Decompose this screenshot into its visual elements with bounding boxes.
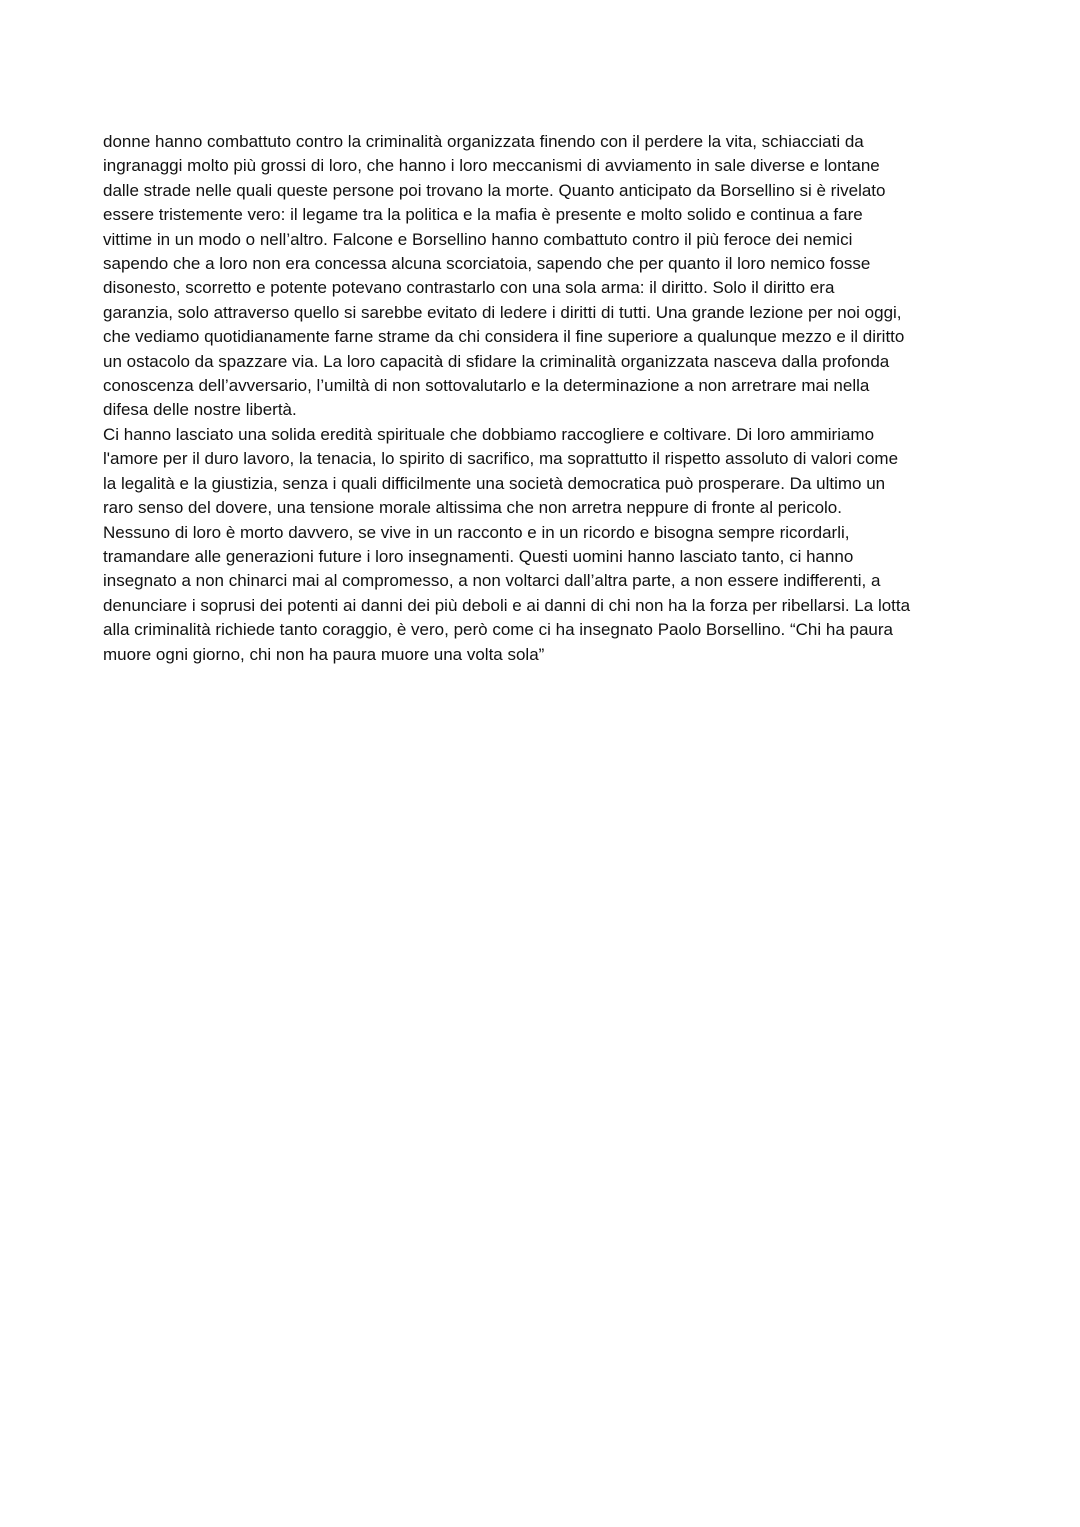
text-line: conoscenza dell’avversario, l’umiltà di non sottovalutarlo e la determinazione a non arretrare mai nella xyxy=(103,376,870,396)
text-line: disonesto, scorretto e potente potevano contrastarlo con una sola arma: il diritto. Solo il diritto era xyxy=(103,278,835,298)
text-line: difesa delle nostre libertà. xyxy=(103,400,297,420)
text-line: Nessuno di loro è morto davvero, se vive in un racconto e in un ricordo e bisogna sempre ricordarli, xyxy=(103,522,850,542)
text-line: sapendo che a loro non era concessa alcuna scorciatoia, sapendo che per quanto il loro nemico fosse xyxy=(103,254,871,274)
text-line: ingranaggi molto più grossi di loro, che hanno i loro meccanismi di avviamento in sale diverse e lontane xyxy=(103,156,880,176)
text-line: alla criminalità richiede tanto coraggio, è vero, però come ci ha insegnato Paolo Borsellino. “Chi ha paura xyxy=(103,620,893,640)
text-line: la legalità e la giustizia, senza i quali difficilmente una società democratica può prosperare. Da ultimo un xyxy=(103,473,886,493)
text-line: raro senso del dovere, una tensione morale altissima che non arretra neppure di fronte al pericolo. xyxy=(103,498,842,518)
text-line: un ostacolo da spazzare via. La loro capacità di sfidare la criminalità organizzata nasceva dalla profonda xyxy=(103,351,890,371)
text-line: Ci hanno lasciato una solida eredità spirituale che dobbiamo raccogliere e coltivare. Di loro ammiriamo xyxy=(103,424,875,444)
text-line: dalle strade nelle quali queste persone poi trovano la morte. Quanto anticipato da Borsellino si è rivelato xyxy=(103,180,886,200)
text-line: essere tristemente vero: il legame tra la politica e la mafia è presente e molto solido e continua a fare xyxy=(103,205,863,225)
document-text xyxy=(103,130,993,667)
text-line: garanzia, solo attraverso quello si sarebbe evitato di ledere i diritti di tutti. Una grande lezione per noi oggi, xyxy=(103,302,902,322)
text-line: l'amore per il duro lavoro, la tenacia, lo spirito di sacrifico, ma soprattutto il rispetto assoluto di valori come xyxy=(103,449,899,469)
text-line: vittime in un modo o nell’altro. Falcone e Borsellino hanno combattuto contro il più feroce dei nemici xyxy=(103,229,853,249)
text-line: che vediamo quotidianamente farne strame da chi considera il fine superiore a qualunque mezzo e il diritto xyxy=(103,327,905,347)
text-line: donne hanno combattuto contro la criminalità organizzata finendo con il perdere la vita, schiacciati da xyxy=(103,132,864,151)
text-line: denunciare i soprusi dei potenti ai danni dei più deboli e ai danni di chi non ha la forza per ribellarsi. La lotta xyxy=(103,595,911,615)
text-line: muore ogni giorno, chi non ha paura muore una volta sola” xyxy=(103,644,545,664)
text-line: tramandare alle generazioni future i loro insegnamenti. Questi uomini hanno lasciato tanto, ci hanno xyxy=(103,546,854,566)
text-line: insegnato a non chinarci mai al compromesso, a non voltarci dall’altra parte, a non essere indifferenti, a xyxy=(103,571,881,591)
